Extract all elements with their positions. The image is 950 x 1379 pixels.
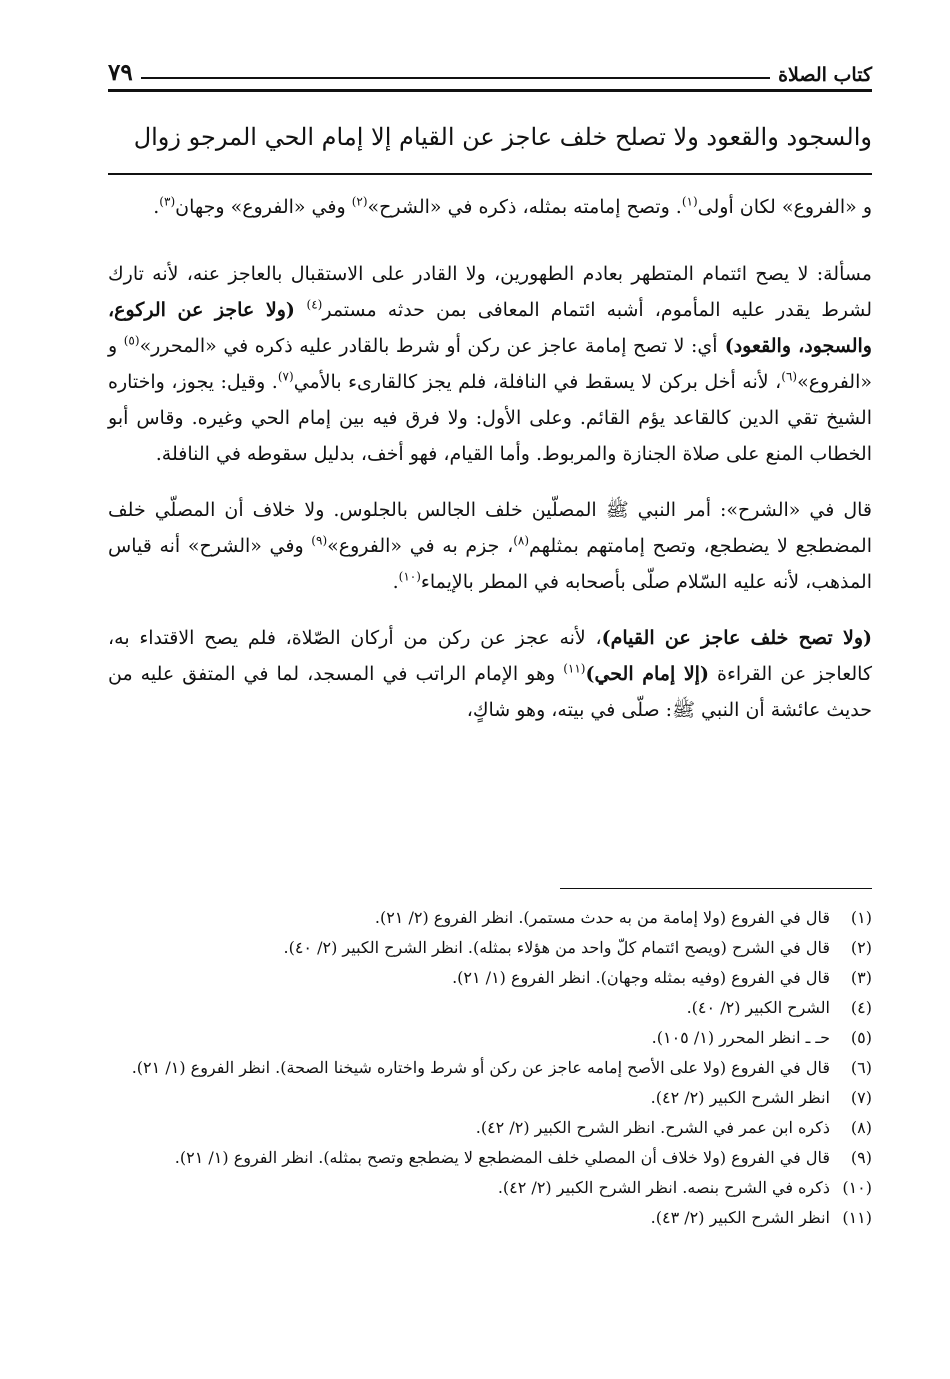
footnote-marker[interactable]: (١) — [681, 194, 698, 209]
page-header — [108, 52, 872, 86]
footnote-marker[interactable]: (٩) — [311, 533, 328, 548]
footnote-marker[interactable]: (١١) — [563, 661, 586, 676]
header-divider — [108, 89, 872, 95]
commentary-text: مسألة: لا يصح ائتمام المتطهر بعادم الطهورين، ولا القادر على الاستقبال بالعاجز عنه، لأنه تارك لشرط يقدر عليه المأموم، أشبه ائتمام المعافى بمن حدثه مستمر — [108, 263, 872, 321]
footnote-text: قال في الفروع (وفيه بمثله وجهان). انظر الفروع (١/ ٢١). — [452, 968, 830, 987]
footnote-text: قال في الفروع (ولا إمامة من به حدث مستمر). انظر الفروع (٢/ ٢١). — [374, 908, 830, 927]
footnote-number: (٨) — [850, 1118, 872, 1137]
footnote-text: الشرح الكبير (٢/ ٤٠). — [686, 998, 830, 1017]
footnote-text: قال في الفروع (ولا على الأصح إمامه عاجز عن ركن أو شرط واختاره شيخنا الصحة). انظر الفروع (١/ ٢١). — [131, 1058, 830, 1077]
footnote-text: ذكره في الشرح بنصه. انظر الشرح الكبير (٢/ ٤٢). — [497, 1178, 830, 1197]
footnote-marker[interactable]: (٧) — [277, 369, 294, 384]
footnote-number: (١٠) — [842, 1178, 872, 1197]
commentary-text: ، لأنه عجز عن ركن من أركان الصّلاة، فلم يصح الاقتداء به، كالعاجز عن القراءة — [108, 627, 872, 685]
commentary-text: ، جزم به في «الفروع» — [327, 535, 514, 557]
quoted-matn-text: (ولا تصح خلف عاجز عن القيام) — [601, 627, 872, 649]
footnote-text: انظر الشرح الكبير (٢/ ٤٣). — [650, 1208, 830, 1227]
commentary-text: . وقيل: يجوز، واختاره الشيخ تقي الدين كالقاعد يؤم القائم. وعلى الأول: ولا فرق فيه بين إمام الحي وغيره. وقاس أبو الخطاب المنع على صلاة الجنازة والمربوط. وأما القيام، فهو أخف، بدليل سقوطه في النافلة. — [108, 371, 872, 465]
footnote-number: (٤) — [850, 998, 872, 1017]
quoted-matn-text: (ولا عاجز عن الركوع، والسجود، والقعود) — [108, 299, 872, 357]
footnote-marker[interactable]: (٢) — [351, 194, 368, 209]
footnote — [108, 1173, 872, 1203]
footnote-text: قال في الفروع (ولا خلاف أن المصلي خلف المضطجع لا يضطجع وتصح بمثله). انظر الفروع (١/ ٢١). — [174, 1148, 830, 1167]
footnote-marker[interactable]: (١٠) — [398, 569, 421, 584]
footnote-number: (٣) — [850, 968, 872, 987]
footnote-text: قال في الشرح (ويصح ائتمام كلّ واحد من هؤلاء بمثله). انظر الشرح الكبير (٢/ ٤٠). — [283, 938, 830, 957]
commentary-text: قال في «الشرح»: أمر النبي ﷺ المصلّين خلف الجالس بالجلوس. ولا خلاف أن المصلّي خلف المضطجع لا يضطجع، وتصح إمامتهم بمثلهم — [108, 499, 872, 557]
quoted-matn-text: (إلا إمام الحي) — [585, 663, 709, 685]
commentary — [108, 190, 872, 728]
commentary-text: وهو الإمام الراتب في المسجد، لما في المتفق عليه من حديث عائشة أن النبي ﷺ: صلّى في بيته، وهو شاكٍ، — [108, 663, 872, 721]
footnote-text: انظر الشرح الكبير (٢/ ٤٢). — [650, 1088, 830, 1107]
footnote-number: (٥) — [850, 1028, 872, 1047]
commentary-paragraph — [108, 492, 872, 600]
footnote — [108, 993, 872, 1023]
footnote-number: (١١) — [842, 1208, 872, 1227]
footnote-number: (٦) — [850, 1058, 872, 1077]
footnote — [108, 1023, 872, 1053]
commentary-text: ، لأنه أخل بركن لا يسقط في النافلة، فلم يجز كالقارىء بالأمي — [293, 371, 782, 393]
main-text-divider — [108, 173, 872, 175]
commentary-paragraph — [108, 190, 872, 224]
footnote — [108, 1083, 872, 1113]
footnote — [108, 903, 872, 933]
footnote-marker[interactable]: (٥) — [123, 333, 140, 348]
footnote — [108, 963, 872, 993]
footnote-number: (٩) — [850, 1148, 872, 1167]
commentary-text: . وتصح إمامته بمثله، ذكره في «الشرح» — [367, 196, 682, 218]
commentary-text: أي: لا تصح إمامة عاجز عن ركن أو شرط بالقادر عليه ذكره في «المحرر» — [139, 335, 718, 357]
footnote — [108, 1053, 872, 1083]
footnote-marker[interactable]: (٨) — [513, 533, 530, 548]
commentary-text: وفي «الفروع» وجهان — [175, 196, 352, 218]
footnote — [108, 933, 872, 963]
footnote — [108, 1113, 872, 1143]
commentary-text: و «الفروع» — [108, 335, 873, 393]
commentary-text: وفي «الشرح» أنه قياس المذهب، لأنه عليه السّلام صلّى بأصحابه في المطر بالإيماء — [108, 535, 872, 593]
footnote-separator — [560, 888, 872, 889]
footnote — [108, 1143, 872, 1173]
commentary-text: و «الفروع» لكان أولى — [697, 196, 872, 218]
footnote-number: (٧) — [850, 1088, 872, 1107]
footnote-text: ذكره ابن عمر في الشرح. انظر الشرح الكبير (٢/ ٤٢). — [475, 1118, 830, 1137]
main-text: والسجود والقعود ولا تصلح خلف عاجز عن القيام إلا إمام الحي المرجو زوال — [133, 123, 872, 151]
commentary-text: . — [153, 196, 160, 218]
footnote-marker[interactable]: (٣) — [159, 194, 176, 209]
commentary-paragraph — [108, 620, 872, 728]
book-title: كتاب الصلاة — [778, 64, 872, 86]
header-rule — [141, 77, 770, 79]
footnote-number: (١) — [850, 908, 872, 927]
footnote-marker[interactable]: (٦) — [781, 369, 798, 384]
footnotes-list — [108, 903, 872, 1233]
commentary-paragraph — [108, 256, 872, 472]
footnote-marker[interactable]: (٤) — [306, 297, 323, 312]
commentary-text: . — [392, 571, 399, 593]
footnote — [108, 1203, 872, 1233]
footnote-number: (٢) — [850, 938, 872, 957]
footnote-text: حـ ـ انظر المحرر (١/ ١٠٥). — [651, 1028, 830, 1047]
page-number: ٧٩ — [108, 59, 133, 86]
